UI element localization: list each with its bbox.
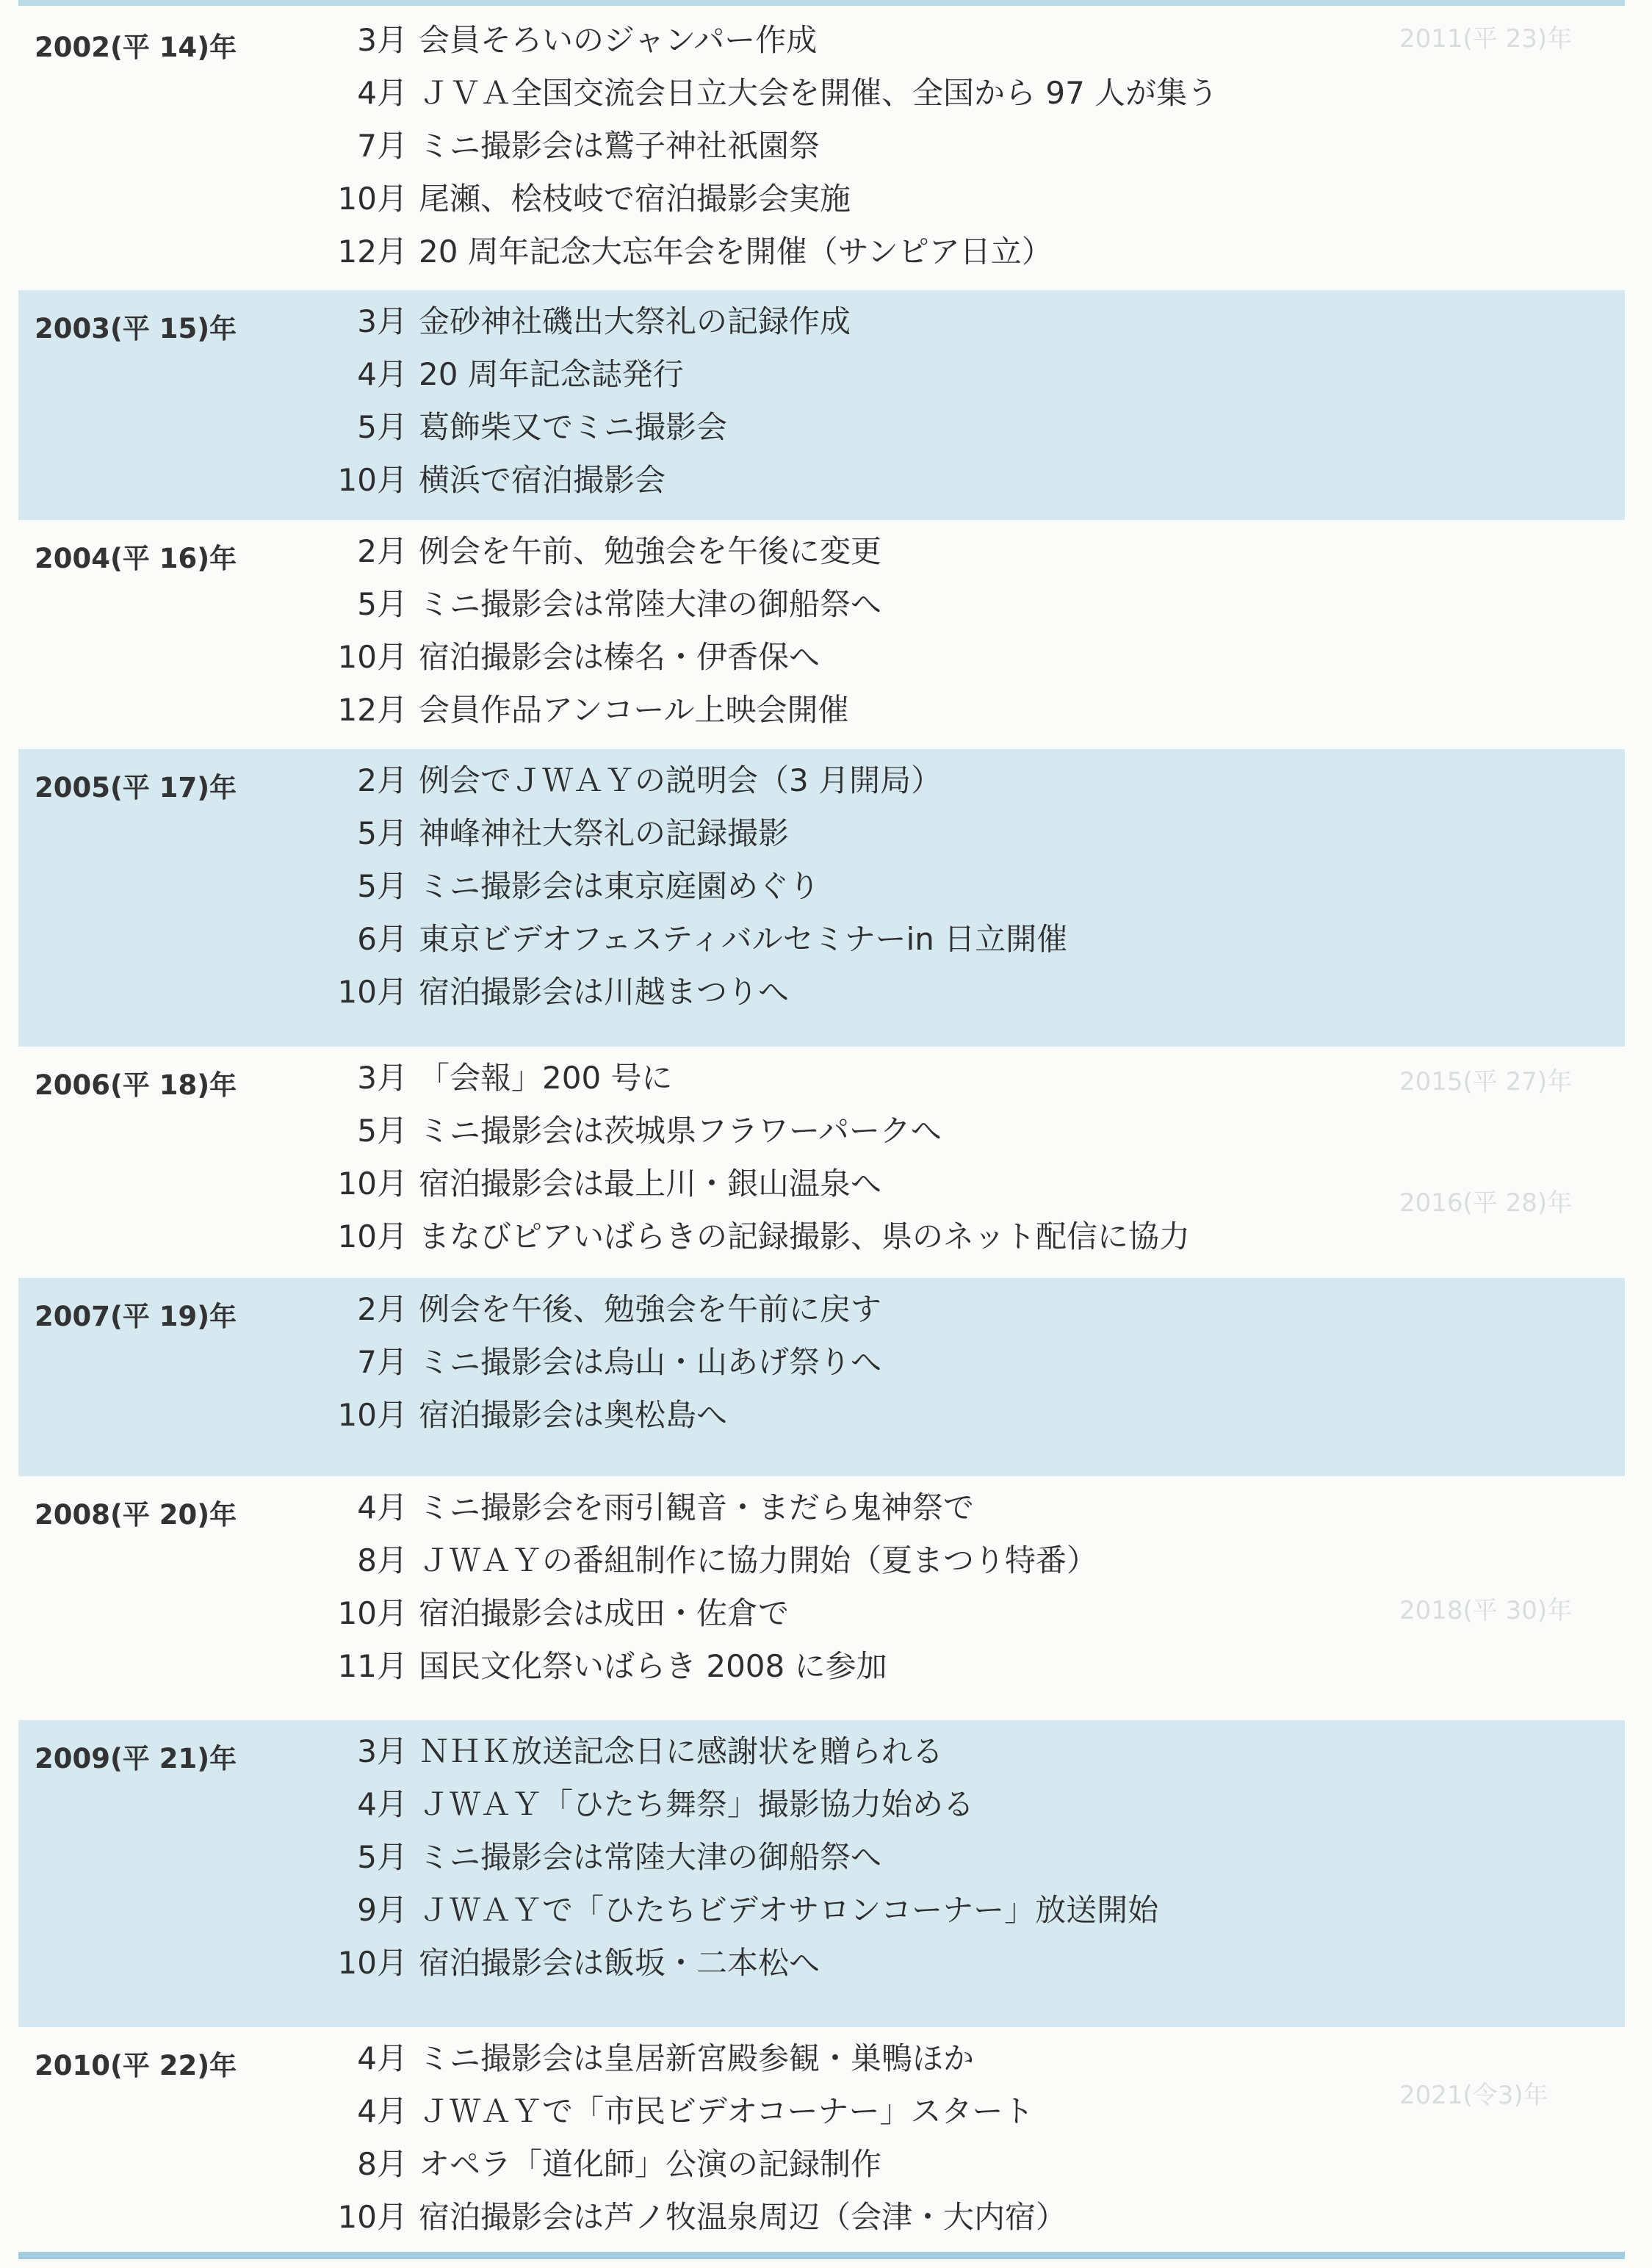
timeline-entry <box>18 685 1487 736</box>
year-label: 2009(平 21)年 <box>35 1743 237 1774</box>
entry-text: 例会でＪＷＡＹの説明会（3 月開局） <box>419 762 942 798</box>
bleed-through-text: 2016(平 28)年 <box>1399 1188 1573 1218</box>
entry-month: 8月 <box>357 2146 408 2182</box>
year-block <box>18 1047 1625 1278</box>
entry-month: 8月 <box>357 1542 408 1578</box>
entry-month: 7月 <box>357 1344 408 1380</box>
entry-month: 5月 <box>357 1113 408 1149</box>
entry-month: 4月 <box>357 2093 408 2129</box>
entry-text: ミニ撮影会は常陸大津の御船祭へ <box>419 586 882 622</box>
entry-text: 宿泊撮影会は飯坂・二本松へ <box>419 1945 820 1981</box>
entry-text: ミニ撮影会は烏山・山あげ祭りへ <box>419 1344 882 1380</box>
timeline-entry <box>18 349 1487 400</box>
entry-month: 5月 <box>357 868 408 904</box>
entry-month: 5月 <box>357 815 408 851</box>
entry-text: 尾瀬、桧枝岐で宿泊撮影会実施 <box>419 181 851 217</box>
timeline-entry <box>18 1588 1487 1639</box>
entry-text: ミニ撮影会は皇居新宮殿参観・巣鴨ほか <box>419 2040 975 2076</box>
entry-month: 4月 <box>357 75 408 111</box>
timeline-entry <box>18 2192 1487 2243</box>
timeline-entry <box>18 967 1487 1018</box>
entry-month: 10月 <box>337 181 408 217</box>
bleed-through-text: 2015(平 27)年 <box>1399 1067 1573 1097</box>
entry-month: 4月 <box>357 1489 408 1525</box>
entry-text: 神峰神社大祭礼の記録撮影 <box>419 815 790 851</box>
entry-month: 10月 <box>337 974 408 1010</box>
timeline-entry <box>18 2139 1487 2190</box>
entry-text: 宿泊撮影会は成田・佐倉で <box>419 1595 790 1631</box>
entry-month: 5月 <box>357 586 408 622</box>
entry-text: ＪＷＡＹで「ひたちビデオサロンコーナー」放送開始 <box>419 1892 1159 1928</box>
timeline-entry <box>18 1105 1487 1157</box>
entry-text: まなびピアいばらきの記録撮影、県のネット配信に協力 <box>419 1218 1191 1254</box>
entry-month: 10月 <box>337 1595 408 1631</box>
bleed-through-text: 2021(令3)年 <box>1399 2081 1548 2110</box>
entry-text: 例会を午後、勉強会を午前に戻す <box>419 1291 882 1327</box>
entry-month: 5月 <box>357 409 408 445</box>
entry-month: 4月 <box>357 356 408 392</box>
entry-month: 3月 <box>357 303 408 339</box>
entry-text: 宿泊撮影会は奥松島へ <box>419 1397 728 1433</box>
bleed-through-text: 2011(平 23)年 <box>1399 24 1573 54</box>
entry-text: 金砂神社磯出大祭礼の記録作成 <box>419 303 851 339</box>
entry-text: ミニ撮影会を雨引観音・まだら鬼神祭で <box>419 1489 975 1525</box>
year-block <box>18 1720 1625 2027</box>
timeline-entry <box>18 1535 1487 1586</box>
timeline-entry <box>18 296 1487 347</box>
year-block <box>18 1278 1625 1476</box>
year-label: 2008(平 20)年 <box>35 1499 237 1531</box>
timeline-entry <box>18 15 1487 66</box>
timeline-entry <box>18 226 1487 278</box>
year-label: 2005(平 17)年 <box>35 772 237 803</box>
timeline-entry <box>18 914 1487 965</box>
entry-month: 3月 <box>357 1733 408 1769</box>
year-label: 2004(平 16)年 <box>35 543 237 574</box>
year-label: 2007(平 19)年 <box>35 1301 237 1332</box>
entry-text: ミニ撮影会は常陸大津の御船祭へ <box>419 1839 882 1875</box>
entry-month: 10月 <box>337 462 408 498</box>
entry-month: 12月 <box>337 692 408 728</box>
entry-month: 9月 <box>357 1892 408 1928</box>
entry-text: 20 周年記念誌発行 <box>419 356 684 392</box>
timeline-entry <box>18 1211 1487 1263</box>
timeline-entry <box>18 1390 1487 1441</box>
entry-text: 20 周年記念大忘年会を開催（サンピア日立） <box>419 234 1053 270</box>
entry-text: 会員作品アンコール上映会開催 <box>419 692 849 728</box>
entry-text: ミニ撮影会は鷲子神社祇園祭 <box>419 128 820 164</box>
year-label: 2003(平 15)年 <box>35 313 237 344</box>
year-block <box>18 1476 1625 1720</box>
entry-text: ＪＷＡＹ「ひたち舞祭」撮影協力始める <box>419 1786 975 1822</box>
entry-text: ＪＷＡＹの番組制作に協力開始（夏まつり特番） <box>419 1542 1098 1578</box>
timeline-entry <box>18 1641 1487 1692</box>
entry-month: 10月 <box>337 1166 408 1202</box>
entry-text: 宿泊撮影会は最上川・銀山温泉へ <box>419 1166 882 1202</box>
entry-month: 6月 <box>357 921 408 957</box>
entry-month: 10月 <box>337 2199 408 2235</box>
timeline-entry <box>18 455 1487 506</box>
entry-month: 5月 <box>357 1839 408 1875</box>
entry-text: ＪＷＡＹで「市民ビデオコーナー」スタート <box>419 2093 1034 2129</box>
entry-text: 東京ビデオフェスティバルセミナーin 日立開催 <box>419 921 1068 957</box>
bottom-rule <box>18 2252 1625 2259</box>
year-label: 2002(平 14)年 <box>35 32 237 63</box>
entry-month: 4月 <box>357 2040 408 2076</box>
entry-month: 3月 <box>357 22 408 58</box>
entry-month: 11月 <box>337 1648 408 1684</box>
year-block <box>18 2027 1625 2244</box>
entry-text: 例会を午前、勉強会を午後に変更 <box>419 533 882 569</box>
timeline-entry <box>18 1779 1487 1830</box>
year-block <box>18 290 1625 520</box>
entry-text: 宿泊撮影会は榛名・伊香保へ <box>419 639 820 675</box>
year-label: 2010(平 22)年 <box>35 2050 237 2081</box>
entry-text: ＮＨＫ放送記念日に感謝状を贈られる <box>419 1733 944 1769</box>
timeline-entry <box>18 1284 1487 1335</box>
year-block <box>18 749 1625 1047</box>
year-block <box>18 9 1625 290</box>
entry-text: 会員そろいのジャンパー作成 <box>419 22 818 58</box>
timeline-entry <box>18 68 1487 119</box>
entry-month: 2月 <box>357 1291 408 1327</box>
entry-text: ＪＶＡ全国交流会日立大会を開催、全国から 97 人が集う <box>419 75 1219 111</box>
entry-month: 3月 <box>357 1060 408 1096</box>
timeline-entry <box>18 1052 1487 1104</box>
timeline-entry <box>18 2086 1487 2137</box>
timeline-entry <box>18 1337 1487 1388</box>
timeline-entry <box>18 173 1487 225</box>
timeline-entry <box>18 808 1487 859</box>
entry-month: 10月 <box>337 639 408 675</box>
entry-month: 2月 <box>357 762 408 798</box>
entry-month: 10月 <box>337 1397 408 1433</box>
year-block <box>18 520 1625 749</box>
entry-text: オペラ「道化師」公演の記録制作 <box>419 2146 882 2182</box>
entry-text: 国民文化祭いばらき 2008 に参加 <box>419 1648 887 1684</box>
timeline-entry <box>18 632 1487 683</box>
entry-month: 10月 <box>337 1945 408 1981</box>
bleed-through-text: 2018(平 30)年 <box>1399 1596 1573 1625</box>
timeline-entry <box>18 861 1487 912</box>
timeline-entry <box>18 2033 1487 2084</box>
timeline-entry <box>18 120 1487 172</box>
entry-month: 4月 <box>357 1786 408 1822</box>
entry-text: 葛飾柴又でミニ撮影会 <box>419 409 728 445</box>
entry-text: 横浜で宿泊撮影会 <box>419 462 666 498</box>
timeline-entry <box>18 1885 1487 1936</box>
entry-month: 7月 <box>357 128 408 164</box>
entry-text: 「会報」200 号に <box>419 1060 673 1096</box>
entry-month: 2月 <box>357 533 408 569</box>
timeline-entry <box>18 1937 1487 1989</box>
year-label: 2006(平 18)年 <box>35 1069 237 1101</box>
timeline-entry <box>18 1158 1487 1210</box>
entry-month: 10月 <box>337 1218 408 1254</box>
entry-text: ミニ撮影会は茨城県フラワーパークへ <box>419 1113 942 1149</box>
entry-text: 宿泊撮影会は川越まつりへ <box>419 974 790 1010</box>
entry-month: 12月 <box>337 234 408 270</box>
timeline-entry <box>18 755 1487 806</box>
timeline-entry <box>18 1482 1487 1534</box>
timeline-entry <box>18 579 1487 630</box>
timeline-entry <box>18 1832 1487 1883</box>
timeline-entry <box>18 402 1487 453</box>
timeline-entry <box>18 1726 1487 1777</box>
entry-text: ミニ撮影会は東京庭園めぐり <box>419 868 820 904</box>
timeline-entry <box>18 526 1487 577</box>
entry-text: 宿泊撮影会は芦ノ牧温泉周辺（会津・大内宿） <box>419 2199 1067 2235</box>
